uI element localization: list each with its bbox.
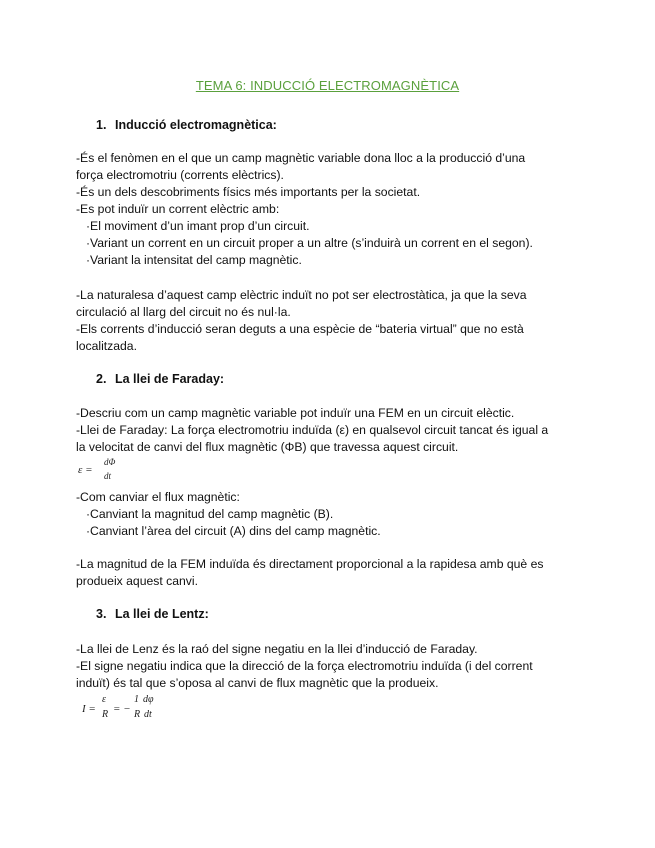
section-1-number: 1. xyxy=(96,118,107,132)
lenz-formula-frac1-num: ε xyxy=(102,694,106,705)
s2-bullet-2: ·Canviant l’àrea del circuit (A) dins del camp magnètic. xyxy=(86,524,381,538)
s3-p1-line-1: -La llei de Lenz és la raó del signe negatiu en la llei d’inducció de Faraday. xyxy=(76,642,478,656)
s1-p2-line-2: circulació al llarg del circuit no és nul·la. xyxy=(76,305,291,319)
s1-bullet-2: ·Variant un corrent en un circuit proper a un altre (s’induirà un corrent en el segon). xyxy=(86,236,533,250)
s1-p1-line-1: -És el fenòmen en el que un camp magnètic variable dona lloc a la producció d’una xyxy=(76,151,526,165)
s1-p1-line-2: força electromotriu (corrents elèctrics). xyxy=(76,168,284,182)
lenz-formula-frac2-den: R xyxy=(134,709,141,720)
s2-p2-line-1: -Com canviar el flux magnètic: xyxy=(76,490,240,504)
lenz-formula-frac1-den: R xyxy=(102,709,109,720)
lenz-formula xyxy=(82,694,172,726)
lenz-formula-frac3-den: dt xyxy=(144,709,152,720)
lenz-formula-frac3-num: dφ xyxy=(143,694,154,705)
page-title: TEMA 6: INDUCCIÓ ELECTROMAGNÈTICA xyxy=(195,78,460,93)
s1-bullet-1: ·El moviment d’un imant prop d’un circuit. xyxy=(86,219,310,233)
section-2-title: La llei de Faraday: xyxy=(115,372,225,386)
lenz-formula-mid: = − xyxy=(113,703,131,715)
lenz-formula-lhs: I = xyxy=(82,703,96,715)
s2-p3-line-1: -La magnitud de la FEM induïda és directament proporcional a la rapidesa amb què es xyxy=(76,557,544,571)
s2-p1-line-1: -Descriu com un camp magnètic variable pot induïr una FEM en un circuit elèctic. xyxy=(76,406,515,420)
section-2-number: 2. xyxy=(96,372,107,386)
faraday-formula-lhs: ε = xyxy=(78,464,93,476)
s1-p2-line-4: localitzada. xyxy=(76,339,137,353)
s1-p2-line-3: -Els corrents d’inducció seran deguts a una espècie de “bateria virtual” que no està xyxy=(76,322,524,336)
s1-p1-line-3: -És un dels descobriments físics més importants per la societat. xyxy=(76,185,421,199)
s1-p1-line-4: -Es pot induïr un corrent elèctric amb: xyxy=(76,202,280,216)
section-3-title: La llei de Lentz: xyxy=(115,607,209,621)
faraday-formula xyxy=(78,457,138,485)
faraday-formula-denominator: dt xyxy=(104,471,112,481)
section-1-title: Inducció electromagnètica: xyxy=(115,118,277,132)
s2-bullet-1: ·Canviant la magnitud del camp magnètic (B). xyxy=(86,507,334,521)
s2-p1-line-2: -Llei de Faraday: La força electromotriu induïda (ε) en qualsevol circuit tancat és igual a xyxy=(76,423,549,437)
s2-p1-line-3: la velocitat de canvi del flux magnètic (ΦB) que travessa aquest circuit. xyxy=(76,440,459,454)
s1-bullet-3: ·Variant la intensitat del camp magnètic. xyxy=(86,253,302,267)
section-1-heading xyxy=(96,118,277,132)
s3-p1-line-2: -El signe negatiu indica que la direcció de la força electromotriu induïda (i del corrent xyxy=(76,659,533,673)
section-2-heading xyxy=(96,372,224,386)
s3-p1-line-3: induït) és tal que s’oposa al canvi de flux magnètic que la produeix. xyxy=(76,676,439,690)
faraday-formula-numerator: dΦ xyxy=(104,457,116,467)
section-3-number: 3. xyxy=(96,607,107,621)
s1-p2-line-1: -La naturalesa d’aquest camp elèctric induït no pot ser electrostàtica, ja que la seva xyxy=(76,288,527,302)
section-3-heading xyxy=(96,607,209,621)
lenz-formula-frac2-num: 1 xyxy=(134,694,139,705)
s2-p3-line-2: produeix aquest canvi. xyxy=(76,574,198,588)
